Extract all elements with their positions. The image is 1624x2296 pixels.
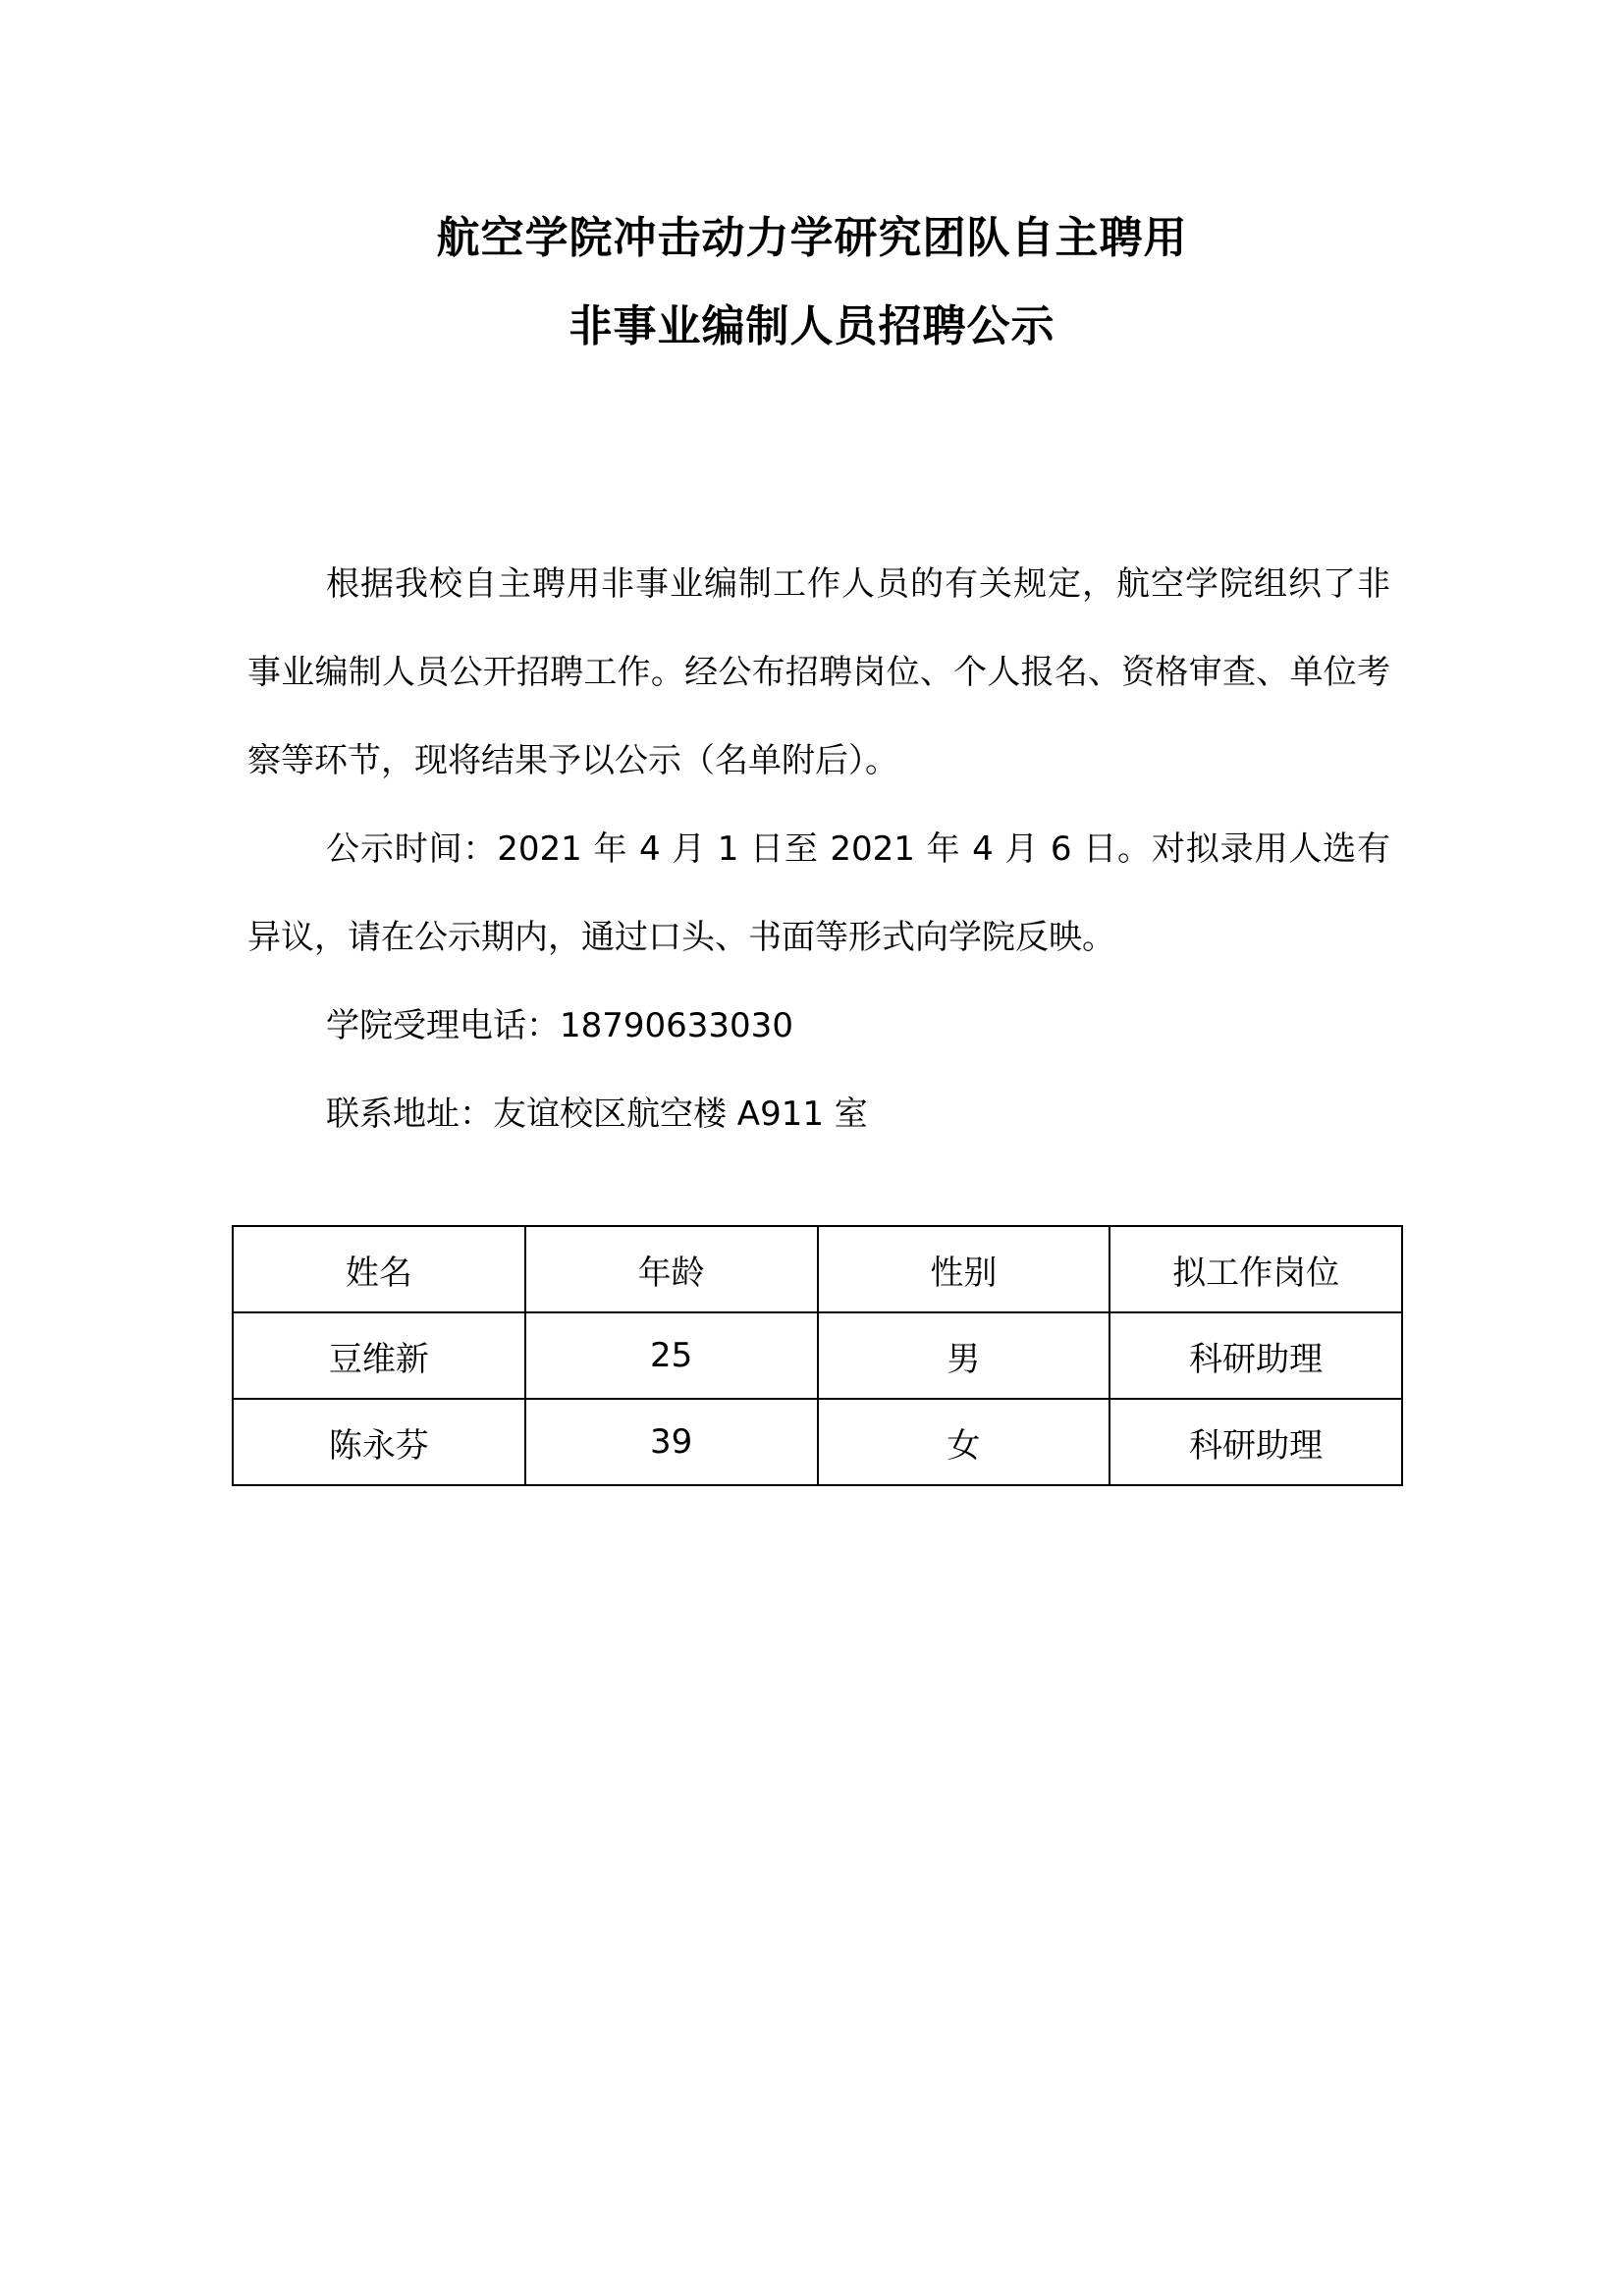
cell-age: 39 [525,1399,818,1485]
cell-position: 科研助理 [1110,1399,1402,1485]
header-age: 年龄 [525,1226,818,1312]
paragraph-address: 联系地址：友谊校区航空楼 A911 室 [326,1095,868,1134]
cell-name: 陈永芬 [233,1399,525,1485]
cell-age: 25 [525,1312,818,1399]
document-body [247,540,1390,1158]
table-row [233,1399,1402,1485]
table-header-row [233,1226,1402,1312]
paragraph-intro: 根据我校自主聘用非事业编制工作人员的有关规定，航空学院组织了非事业编制人员公开招聘工作。经公布招聘岗位、个人报名、资格审查、单位考察等环节，现将结果予以公示（名单附后）。 [247,564,1390,780]
cell-gender: 女 [818,1399,1110,1485]
header-position: 拟工作岗位 [1110,1226,1402,1312]
paragraph-phone: 学院受理电话：18790633030 [326,1006,793,1045]
document-title-line-1: 航空学院冲击动力学研究团队自主聘用 [436,213,1188,263]
paragraph-notice-period: 公示时间：2021 年 4 月 1 日至 2021 年 4 月 6 日。对拟录用人选有异议，请在公示期内，通过口头、书面等形式向学院反映。 [247,829,1390,957]
cell-position: 科研助理 [1110,1312,1402,1399]
cell-name: 豆维新 [233,1312,525,1399]
document-title-line-2: 非事业编制人员招聘公示 [568,301,1056,351]
header-name: 姓名 [233,1226,525,1312]
cell-gender: 男 [818,1312,1110,1399]
table-row [233,1312,1402,1399]
candidate-table [232,1225,1403,1486]
header-gender: 性别 [818,1226,1110,1312]
